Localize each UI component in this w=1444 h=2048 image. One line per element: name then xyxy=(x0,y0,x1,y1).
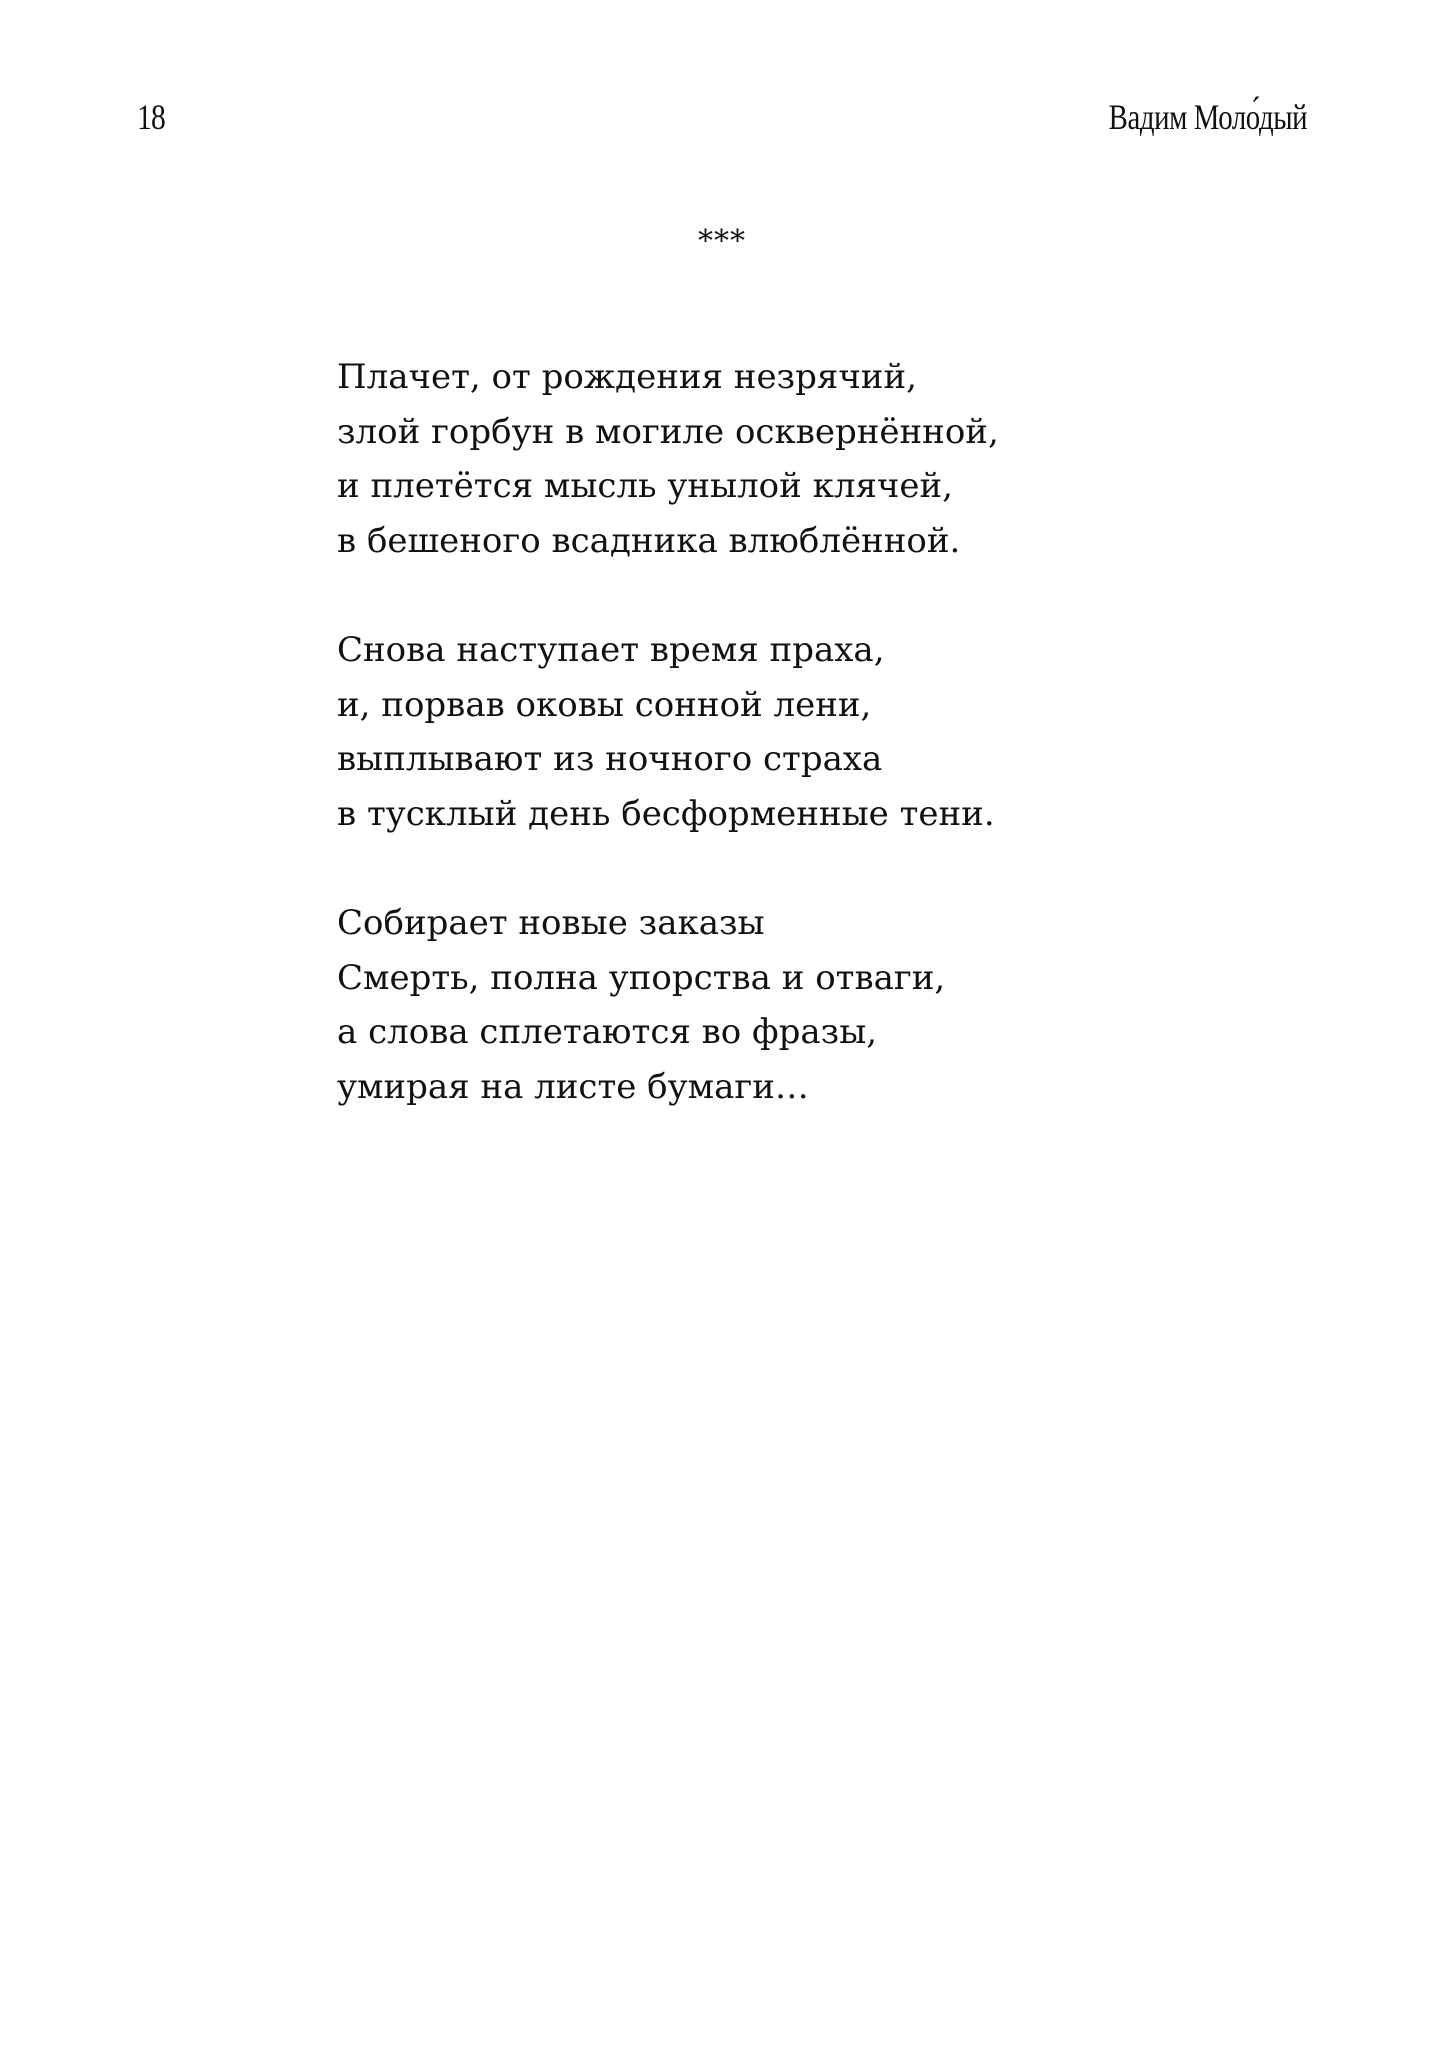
page-header xyxy=(137,96,1307,144)
stanza-1 xyxy=(337,350,1237,568)
stanza-2 xyxy=(337,623,1237,841)
poem-line: и, порвав оковы сонной лени, xyxy=(337,684,872,725)
page-number: 18 xyxy=(137,97,165,137)
poem-line: Смерть, полна упорства и отваги, xyxy=(337,957,946,998)
poem-line: Снова наступает время праха, xyxy=(337,630,885,670)
poem-line: Собирает новые заказы xyxy=(337,903,765,943)
poem-line: злой горбун в могиле осквернённой, xyxy=(337,411,999,452)
poem-line: выплывают из ночного страха xyxy=(337,739,883,779)
poem-line: Плачет, от рождения незрячий, xyxy=(337,357,917,397)
poem-line: в тусклый день бесформенные тени. xyxy=(337,793,995,834)
poem-line: в бешеного всадника влюблённой. xyxy=(337,520,961,561)
running-header-author: Вадим Моло́дый xyxy=(1108,97,1307,137)
poem-line: и плетётся мысль унылой клячей, xyxy=(337,466,953,506)
poem-body xyxy=(337,350,1237,1169)
stanza-3 xyxy=(337,896,1237,1114)
poem-line: умирая на листе бумаги… xyxy=(337,1066,809,1107)
poem-separator: *** xyxy=(698,224,746,259)
poem-line: а слова сплетаются во фразы, xyxy=(337,1012,878,1052)
